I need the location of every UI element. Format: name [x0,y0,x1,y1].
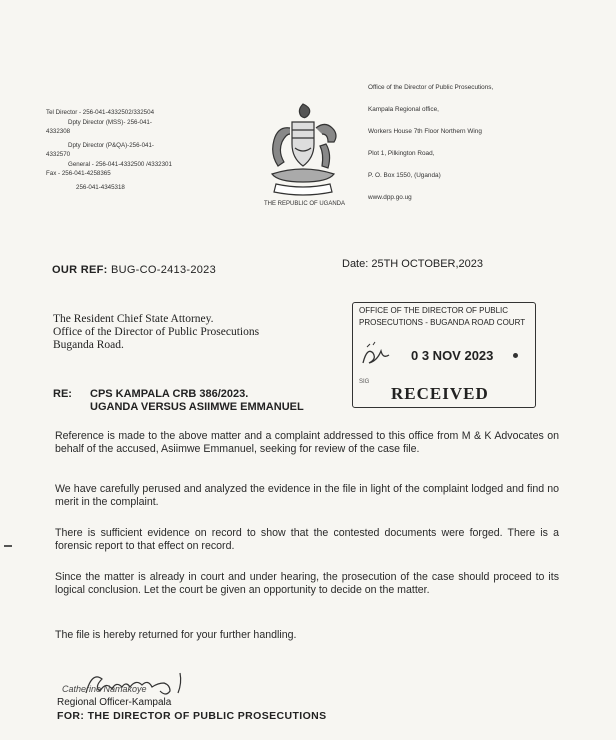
contact-line: 256-041-4345318 [76,183,125,191]
stamp-received-label: RECEIVED [391,384,489,403]
contact-line: Dpty Director (MSS)- 256-041- [68,118,152,126]
body-paragraph: Reference is made to the above matter and a complaint addressed to this office from M & K Advocates on behalf of the accused, Asiimwe Emmanuel, seeking for review of the case file. [55,430,559,456]
reference-value: BUG-CO-2413-2023 [110,264,217,276]
signatory-title: Regional Officer-Kampala [57,697,172,708]
reference-label: OUR REF: [52,264,108,276]
subject-label: RE: [53,388,72,400]
address-line: www.dpp.go.ug [368,194,412,201]
subject-parties: UGANDA VERSUS ASIIMWE EMMANUEL [90,401,304,413]
stamp-court-line: PROSECUTIONS - BUGANDA ROAD COURT [359,318,526,327]
body-paragraph: We have carefully perused and analyzed the evidence in the file in light of the complaint lodged and find no merit in the complaint. [55,483,559,509]
body-paragraph: There is sufficient evidence on record to show that the contested documents were forged. There is a forensic report to that effect on record. [55,527,559,553]
subject-case-number: CPS KAMPALA CRB 386/2023. [90,388,249,400]
contact-line: Dpty Director (P&QA)-256-041- [68,141,154,149]
contact-line: Tel Director - 256-041-4332502/332504 [46,109,155,116]
letterhead-address [368,84,578,216]
coat-of-arms-icon [262,100,344,200]
letterhead-contacts [46,108,251,192]
recipient-address [53,313,259,352]
body-paragraph: The file is hereby returned for your further handling. [55,629,297,641]
stamp-dot-icon [513,353,518,358]
address-line: Kampala Regional office, [368,106,439,113]
reference-number [52,264,216,276]
address-line: Plot 1, Pilkington Road, [368,150,435,157]
handwritten-signature-icon [80,667,204,699]
letter-date: Date: 25TH OCTOBER,2023 [342,258,484,270]
signatory-name: Catherine Namakoye [62,684,147,694]
contact-line: General - 256-041-4332500 /4332301 [68,160,172,168]
received-stamp [352,302,536,408]
recipient-line: The Resident Chief State Attorney. [53,313,214,325]
signatory-for-line: FOR: THE DIRECTOR OF PUBLIC PROSECUTIONS [57,710,327,722]
stamp-date: 0 3 NOV 2023 [411,348,494,363]
body-paragraph: Since the matter is already in court and under hearing, the prosecution of the case should proceed to its logical conclusion. Let the court be given an opportunity to decide on the matter. [55,571,559,597]
stamp-mini-label: SIG [359,379,370,385]
margin-mark [4,545,12,547]
address-line: Workers House 7th Floor Northern Wing [368,128,482,135]
stamp-initials-icon [359,341,393,371]
coat-of-arms-caption: THE REPUBLIC OF UGANDA [263,201,345,207]
recipient-line: Office of the Director of Public Prosecutions [53,326,260,338]
contact-line: 4332570 [46,151,71,158]
address-line: Office of the Director of Public Prosecutions, [368,84,494,91]
contact-line: 4332308 [46,128,71,135]
address-line: P. O. Box 1550, (Uganda) [368,172,441,179]
stamp-office-line: OFFICE OF THE DIRECTOR OF PUBLIC [359,306,509,315]
contact-line: Fax - 256-041-4258365 [46,170,111,177]
recipient-line: Buganda Road. [53,339,124,351]
